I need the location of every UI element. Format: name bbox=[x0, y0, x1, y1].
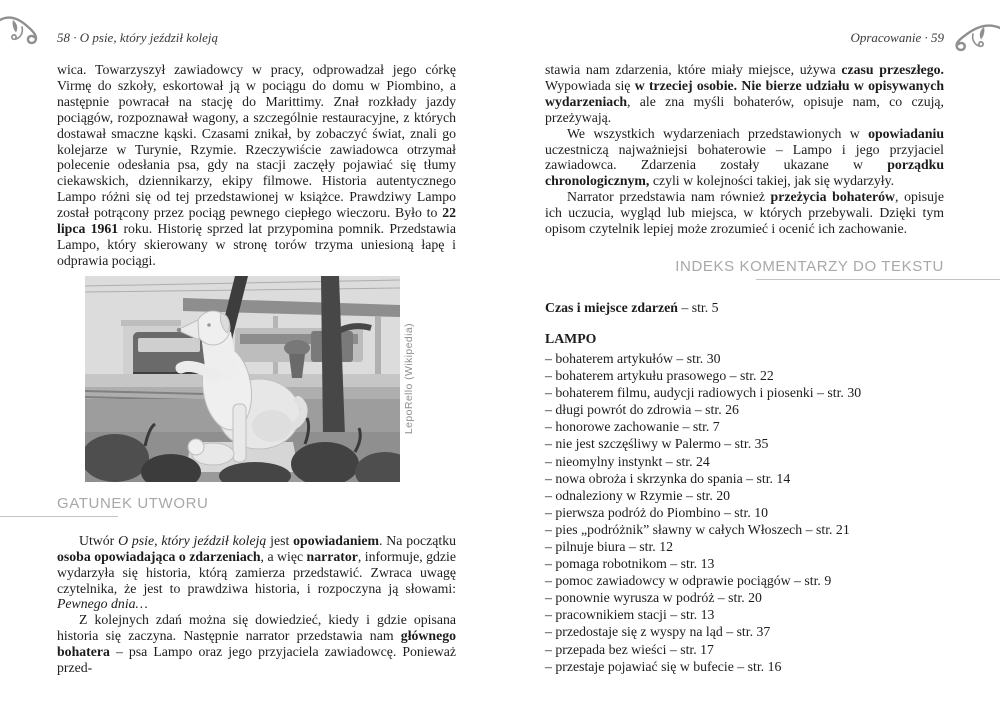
text-run: czyli w kolejności takiej, jak się wydarzyły. bbox=[649, 173, 895, 189]
text-run: w trzeciej osobie. Nie bierze udziału w opisywanych wydarzeniach bbox=[545, 77, 944, 109]
text-run: Czas i miejsce zdarzeń bbox=[545, 299, 678, 315]
text-run: – psa Lampo oraz jego przyjaciela zawiadowcę. Ponieważ przed- bbox=[57, 644, 456, 676]
text-run: opowiadaniem bbox=[293, 532, 380, 548]
text-run: We wszystkich wydarzeniach przedstawionych w bbox=[567, 125, 869, 141]
text-run: , ale zna myśli bohaterów, opisuje nam, co czują, przeżywają. bbox=[545, 93, 944, 125]
section-heading-label: INDEKS KOMENTARZY DO TEKSTU bbox=[675, 257, 944, 275]
text-run: – str. 5 bbox=[677, 299, 719, 315]
photo-figure bbox=[85, 276, 456, 482]
text-run: Wypowiada się bbox=[545, 77, 635, 93]
lampo-statue-photo bbox=[85, 276, 400, 482]
gatunek-body bbox=[57, 533, 456, 676]
text-run: osoba opowiadająca o zdarzeniach bbox=[57, 548, 261, 564]
paragraph bbox=[545, 62, 944, 126]
text-run: porządku chronologicznym, bbox=[545, 157, 944, 189]
index-item: – bohaterem artykułu prasowego – str. 22 bbox=[545, 368, 774, 384]
text-run: , opisuje ich uczucia, wygląd lub miejsca, w których przebywali. Dzięki tym opisom czytelnik lepiej może zrozumieć i ocenić ich zachowanie. bbox=[545, 189, 944, 237]
running-header-left: 58 · O psie, który jeździł koleją bbox=[57, 30, 219, 45]
index-group-title: LAMPO bbox=[545, 330, 597, 346]
text-run: Pewnego dnia… bbox=[57, 596, 148, 612]
text-run: stawia nam zdarzenia, które miały miejsce, używa bbox=[545, 62, 842, 77]
text-run: czasu przeszłego. bbox=[841, 62, 944, 77]
index-item: – pilnuje biura – str. 12 bbox=[545, 539, 673, 554]
text-run: wica. Towarzyszył zawiadowcy w pracy, odprowadzał jego córkę Virmę do szkoły, eskortował ją w pociągu do domu w Piombino, a następnie powracał na stację do Marittimy. Znał rozkłady jazdy pociągów, rozpoznawał wagony, a szczególnie restauracyjne, z których dostawał smaczne kąski. Czasami znikał, by zobaczyć świat, znali go kolejarze w Turynie, Rzymie. Rzeczywiście zawiadowca otrzymał polecenie odesłania psa, gdy na stacji zaczęły pojawiać się tłumy ciekawskich, dziennikarzy, ekipy filmowe. Historia autentycznego Lampo różni się od tej przedstawionej w książce. Prawdziwy Lampo został potrącony przez pociąg pewnego ciepłego wieczoru. Było to bbox=[57, 62, 456, 221]
index-item: – nowa obroża i skrzynka do spania – str. 14 bbox=[545, 470, 791, 486]
section-heading-indeks bbox=[545, 258, 944, 280]
section-heading-rule bbox=[756, 279, 1000, 280]
index-item: – przestaje pojawiać się w bufecie – str. 16 bbox=[545, 658, 782, 674]
index-item: – pomoc zawiadowcy w odprawie pociągów – str. 9 bbox=[545, 573, 832, 589]
page-58 bbox=[57, 0, 456, 676]
paragraph bbox=[57, 533, 456, 613]
index-item: – przepada bez wieści – str. 17 bbox=[545, 641, 714, 657]
index-item: – bohaterem filmu, audycji radiowych i piosenki – str. 30 bbox=[545, 385, 862, 401]
index-item: – odnaleziony w Rzymie – str. 20 bbox=[545, 487, 731, 503]
index-list bbox=[545, 350, 944, 675]
index-item: – pierwsza podróż do Piombino – str. 10 bbox=[545, 504, 769, 520]
index-item: – bohaterem artykułów – str. 30 bbox=[545, 350, 721, 366]
index-item: – ponownie wyrusza w podróż – str. 20 bbox=[545, 590, 762, 606]
paragraph bbox=[545, 126, 944, 190]
text-run: . Na początku bbox=[379, 532, 456, 548]
text-run: 22 lipca 1961 bbox=[57, 205, 456, 237]
paragraph bbox=[545, 189, 944, 237]
index-item: – pies „podróżnik” sławny w całych Włoszech – str. 21 bbox=[545, 521, 850, 537]
text-run: opowiadaniu bbox=[868, 125, 944, 141]
paragraph bbox=[57, 62, 456, 269]
page-59 bbox=[545, 0, 944, 675]
text-run: O psie, który jeździł koleją bbox=[118, 532, 267, 548]
section-heading-rule bbox=[0, 516, 118, 517]
text-run: Z kolejnych zdań można się dowiedzieć, kiedy i gdzie opisana historia się zaczyna. Następnie narrator przedstawia nam bbox=[57, 612, 456, 644]
running-header-right: Opracowanie · 59 bbox=[850, 30, 944, 45]
text-run: przeżycia bohaterów bbox=[770, 189, 895, 205]
index-item: – honorowe zachowanie – str. 7 bbox=[545, 419, 720, 435]
index-item: – pracownikiem stacji – str. 13 bbox=[545, 607, 715, 623]
index-item: – przedostaje się z wyspy na ląd – str. 37 bbox=[545, 624, 771, 640]
index-entry-czas bbox=[545, 300, 944, 316]
flourish-left-icon bbox=[0, 14, 48, 48]
index-item: – pomaga robotnikom – str. 13 bbox=[545, 556, 715, 572]
text-run: głównego bohatera bbox=[57, 628, 456, 660]
text-run: roku. Historię sprzed lat przypomina pomnik. Przedstawia Lampo, który skierowany w stronę torów trzyma uniesioną łapę i odprawia pociągi. bbox=[57, 221, 456, 268]
text-run: , a więc bbox=[260, 548, 307, 564]
section-heading-label: GATUNEK UTWORU bbox=[57, 494, 209, 512]
section-heading-gatunek bbox=[57, 495, 456, 517]
index-item: – długi powrót do zdrowia – str. 26 bbox=[545, 402, 739, 418]
text-run: , informuje, gdzie wydarzyła się historia, którą zamierza przedstawić. Zwraca uwagę czytelnika, że jest to prawdziwa historia, i rozpoczyna ją słowami: bbox=[57, 548, 456, 596]
photo-credit: LepoRello (Wikipedia) bbox=[403, 323, 415, 435]
text-run: Utwór bbox=[79, 532, 119, 548]
text-run: Narrator przedstawia nam również bbox=[567, 189, 771, 205]
text-run: uczestniczą najważniejsi bohaterowie – Lampo i jego przyjaciel zawiadowca. Zdarzenia zostały ukazane w bbox=[545, 141, 944, 173]
paragraph bbox=[57, 612, 456, 676]
text-run: narrator bbox=[306, 548, 358, 564]
index-item: – nie jest szczęśliwy w Palermo – str. 35 bbox=[545, 436, 769, 452]
page-59-body bbox=[545, 62, 944, 237]
flourish-right-icon bbox=[944, 22, 1000, 52]
text-run: jest bbox=[266, 532, 294, 548]
page-58-body bbox=[57, 62, 456, 269]
index-item: – nieomylny instynkt – str. 24 bbox=[545, 453, 710, 469]
